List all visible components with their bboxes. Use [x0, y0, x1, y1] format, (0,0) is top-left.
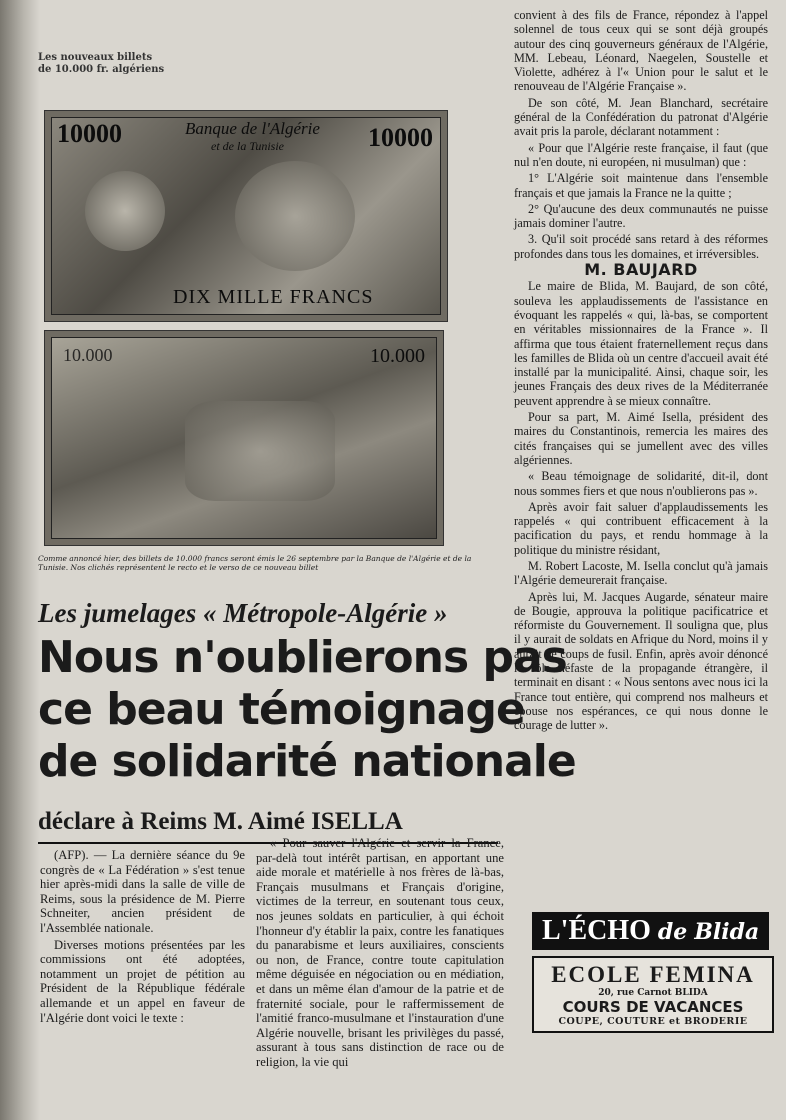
banknote-back-scene — [185, 401, 335, 501]
paragraph: « Pour sauver l'Algérie et servir la France, par-delà tout intérêt partisan, en apportant une aide morale et matérielle à nos frères de là-bas, Français musulmans et Français d'origine, victimes de la terreur, en soutenant tous ceux, nos jeunes soldats en particulier, à qui échoit l'honneur d'y établir la paix, contre les fanatiques du panarabisme et leurs auxiliaires, conscients ou non, de France, contre toute capitulation même déguisée en négociation ou en médiation, et dans un même élan d'amour de la patrie et de fraternité sociale, pour le raffermissement de l'amitié franco-musulmane et l'instauration d'une Algérie nouvelle, brisant les privilèges du passé, assurant à tous sans distinction de race ou de religion, la vie qui — [256, 836, 504, 1069]
paragraph: « Beau témoignage de solidarité, dit-il, dont nous sommes fiers et que nous n'oublierons pas ». — [514, 469, 768, 498]
paragraph: Pour sa part, M. Aimé Isella, président des maires du Constantinois, remercia les maires des cités françaises qui se jumellent avec des villes algériennes. — [514, 410, 768, 467]
banknote-front-image — [44, 110, 448, 322]
banknote-bank-subtitle: et de la Tunisie — [211, 139, 284, 153]
paragraph: Après avoir fait saluer d'applaudissements les rappelés « qui contribuent efficacement à la pacification du pays, et rendu hommage à la politique du ministre résidant, — [514, 499, 768, 557]
photo-caption-top — [38, 52, 164, 76]
banknote-front-value-right: 10000 — [368, 123, 433, 152]
article-left-column — [40, 848, 245, 1027]
paragraph: 1° L'Algérie soit maintenue dans l'ensemble français et que jamais la France ne la quitte ; — [514, 171, 768, 200]
advertisement — [532, 912, 774, 1058]
banknote-front-value-left: 10000 — [57, 119, 122, 148]
ad-school-name: ECOLE FEMINA — [551, 962, 755, 987]
paragraph: convient à des fils de France, répondez à l'appel solennel de tous ceux qui se sont déjà groupés autour des cinq gouverneurs généraux de l'Algérie, MM. Lebeau, Léonard, Naegelen, Soustelle et Violette, adhérez à l'« Union pour le salut et le renouveau de l'Algérie Française ». — [514, 8, 768, 94]
headline-line: Nous n'oublierons pas — [38, 632, 567, 683]
paragraph: Après lui, M. Jacques Augarde, sénateur maire de Bougie, approuva la politique pacificatrice et réformiste du Gouvernement. Il souligna que, plus il y aurait de soldats en Afrique du Nord, moins il y aurait de coups de fusil. Enfin, après avoir dénoncé le rôle néfaste de la propagande étrangère, il terminait en disant : « Nous sentons avec nous ici la France tout entière, qui comprend nos malheurs et épouse nos espérances, ce qui nous donne le courage de lutter ». — [514, 589, 768, 733]
paragraph: Diverses motions présentées par les commissions ont été adoptées, notamment un projet de pétition au Président de la République fédérale allemande et un appel en faveur de l'Algérie dont voici le texte : — [40, 937, 245, 1025]
paragraph: 2° Qu'aucune des deux communautés ne puisse jamais dominer l'autre. — [514, 201, 768, 231]
headline-line: de solidarité nationale — [38, 736, 576, 787]
subheadline: déclare à Reims M. Aimé ISELLA — [38, 808, 403, 835]
article-middle-column — [256, 836, 504, 1072]
main-headline — [38, 632, 576, 788]
photo-note: Comme annoncé hier, des billets de 10.000 francs seront émis le 26 septembre par la Banque de l'Algérie et de la Tunisie. Nos clichés représentent le recto et le verso de ce nouveau billet — [38, 554, 472, 572]
ad-subjects: COUPE, COUTURE et BRODERIE — [558, 1016, 748, 1027]
article-right-column — [514, 8, 768, 735]
paragraph: Le maire de Blida, M. Baujard, de son côté, souleva les applaudissements de l'assistance en évoquant les rappelés « qui, là-bas, se comportent en véritables missionnaires de la France ». Il affirma que tous étaient fraternellement reçus dans les familles de Blida où un centre d'accueil avait été installé par la municipalité. Ainsi, chaque soir, les jeunes Français des deux rives de la Méditerranée peuvent apprendre à se mieux connaître. — [514, 279, 768, 408]
paragraph: (AFP). — La dernière séance du 9e congrès de « La Fédération » s'est tenue hier après-midi dans la salle de ville de Reims, sous la présidence de M. Pierre Schneiter, ancien président de l'Assemblée nationale. — [40, 848, 245, 935]
banknote-back-image — [44, 330, 444, 546]
caption-line: de 10.000 fr. algériens — [38, 64, 165, 75]
ad-address: 20, rue Carnot BLIDA — [598, 988, 708, 998]
logo-city: Blida — [694, 919, 760, 945]
paragraph: 3. Qu'il soit procédé sans retard à des réformes profondes dans tous les domaines, et irréversibles. — [514, 232, 768, 261]
banknote-watermark — [85, 171, 165, 251]
headline-line: ce beau témoignage — [38, 684, 525, 735]
paragraph: M. Robert Lacoste, M. Isella conclut qu'à jamais l'Algérie demeurerait française. — [514, 558, 768, 588]
logo-main: L'ÉCHO — [542, 915, 651, 946]
ad-course: COURS DE VACANCES — [562, 998, 744, 1016]
banknote-back-value-left: 10.000 — [63, 345, 113, 365]
section-title: M. BAUJARD — [584, 260, 698, 280]
kicker-headline: Les jumelages « Métropole-Algérie » — [38, 598, 448, 628]
paragraph: « Pour que l'Algérie reste française, il faut (que nul n'en doute, ni européen, ni musulman) que : — [514, 140, 768, 169]
banknote-bank-name: Banque de l'Algérie — [185, 119, 320, 138]
banknote-vignette — [235, 161, 355, 271]
banknote-amount-text: DIX MILLE FRANCS — [173, 286, 374, 308]
caption-line: Les nouveaux billets — [38, 52, 153, 63]
page-gutter-shadow — [0, 0, 40, 1120]
paragraph: De son côté, M. Jean Blanchard, secrétaire général de la Confédération du patronat d'Algérie avait pris la parole, déclarant notamment : — [514, 95, 768, 139]
ad-box — [532, 956, 774, 1033]
logo-de: de — [657, 919, 688, 945]
banknote-back-value-right: 10.000 — [370, 345, 425, 367]
newspaper-logo — [532, 912, 769, 950]
